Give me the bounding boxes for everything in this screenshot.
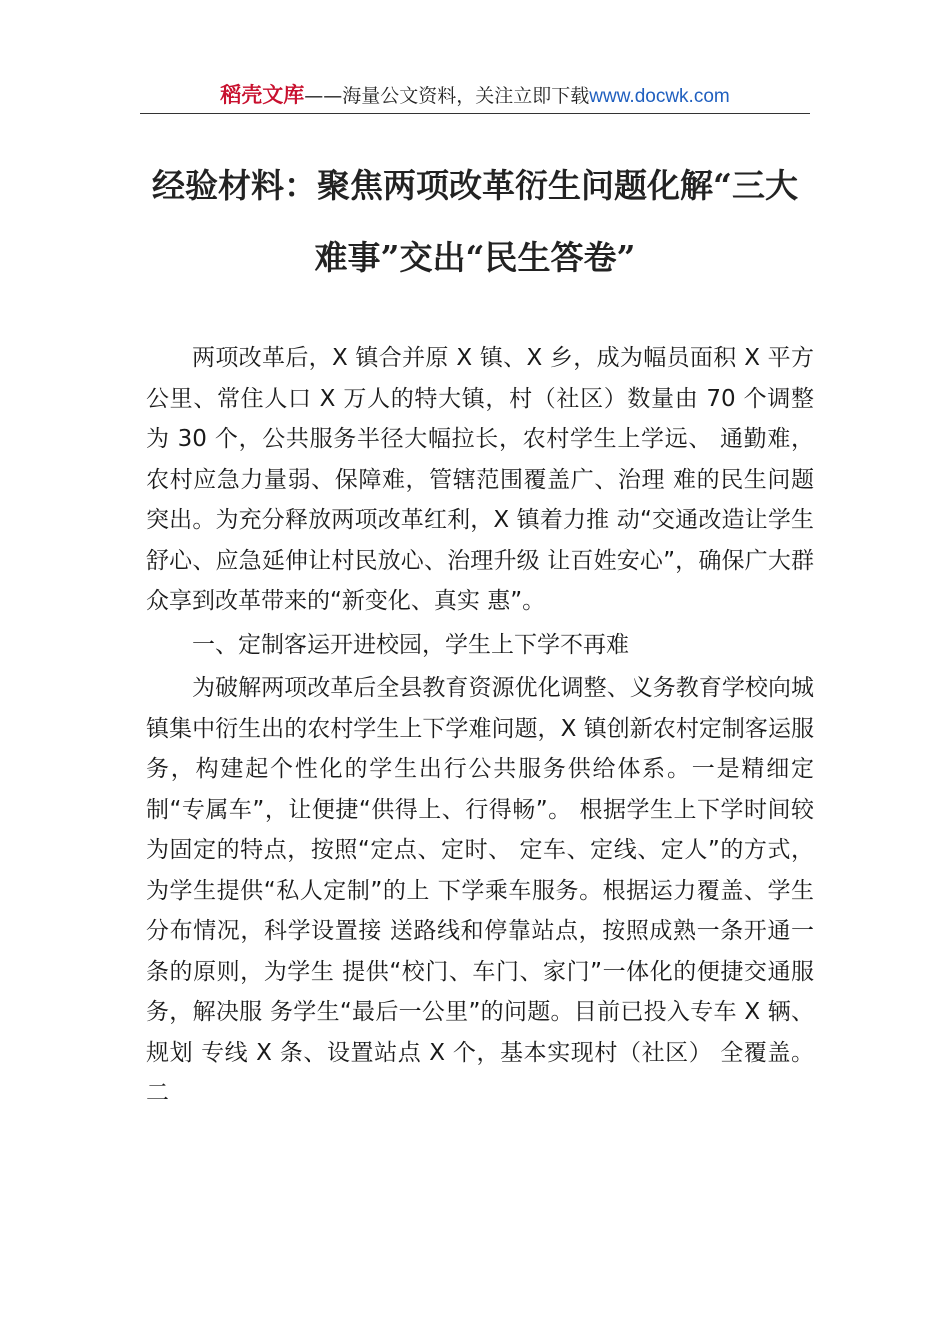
section-paragraph: 为破解两项改革后全县教育资源优化调整、义务教育学校向城镇集中衍生出的农村学生上下学难问题，X 镇创新农村定制客运服务，构建起个性化的学生出行公共服务供给体系。一是精细定制“专属车”，让便捷“供得上、行得畅”。 根据学生上下学时间较为固定的特点，按照“定点、定时、 定车、定线、定人”的方式，为学生提供“私人定制”的上 下学乘车服务。根据运力覆盖、学生分布情况，科学设置接 送路线和停靠站点，按照成熟一条开通一条的原则，为学生 提供“校门、车门、家门”一体化的便捷交通服务，解决服 务学生“最后一公里”的问题。目前已投入专车 X 辆、规划 专线 X 条、设置站点 X 个，基本实现村（社区） 全覆盖。二 xyxy=(146,675,814,1106)
header-divider xyxy=(140,113,810,114)
section-heading: 一、定制客运开进校园，学生上下学不再难 xyxy=(192,631,629,658)
intro-paragraph: 两项改革后，X 镇合并原 X 镇、X 乡，成为幅员面积 X 平方公里、常住人口 X 万人的特大镇，村（社区）数量由 70 个调整为 30 个，公共服务半径大幅拉长，农村学生上学远、 通勤难，农村应急力量弱、保障难，管辖范围覆盖广、治理 难的民生问题突出。为充分释放两项改革红利，X 镇着力推 动“交通改造让学生舒心、应急延伸让村民放心、治理升级 让百姓安心”，确保广大群众享到改革带来的“新变化、真实 惠”。 xyxy=(146,345,814,614)
header-tagline: ——海量公文资料，关注立即下载 xyxy=(304,85,590,107)
brand-name[interactable]: 稻壳文库 xyxy=(220,83,305,107)
site-link[interactable]: www.docwk.com xyxy=(589,86,730,107)
document-body xyxy=(146,338,814,1114)
site-header xyxy=(0,80,950,112)
document-title: 经验材料：聚焦两项改革衍生问题化解“三大难事”交出“民生答卷” xyxy=(152,166,798,277)
